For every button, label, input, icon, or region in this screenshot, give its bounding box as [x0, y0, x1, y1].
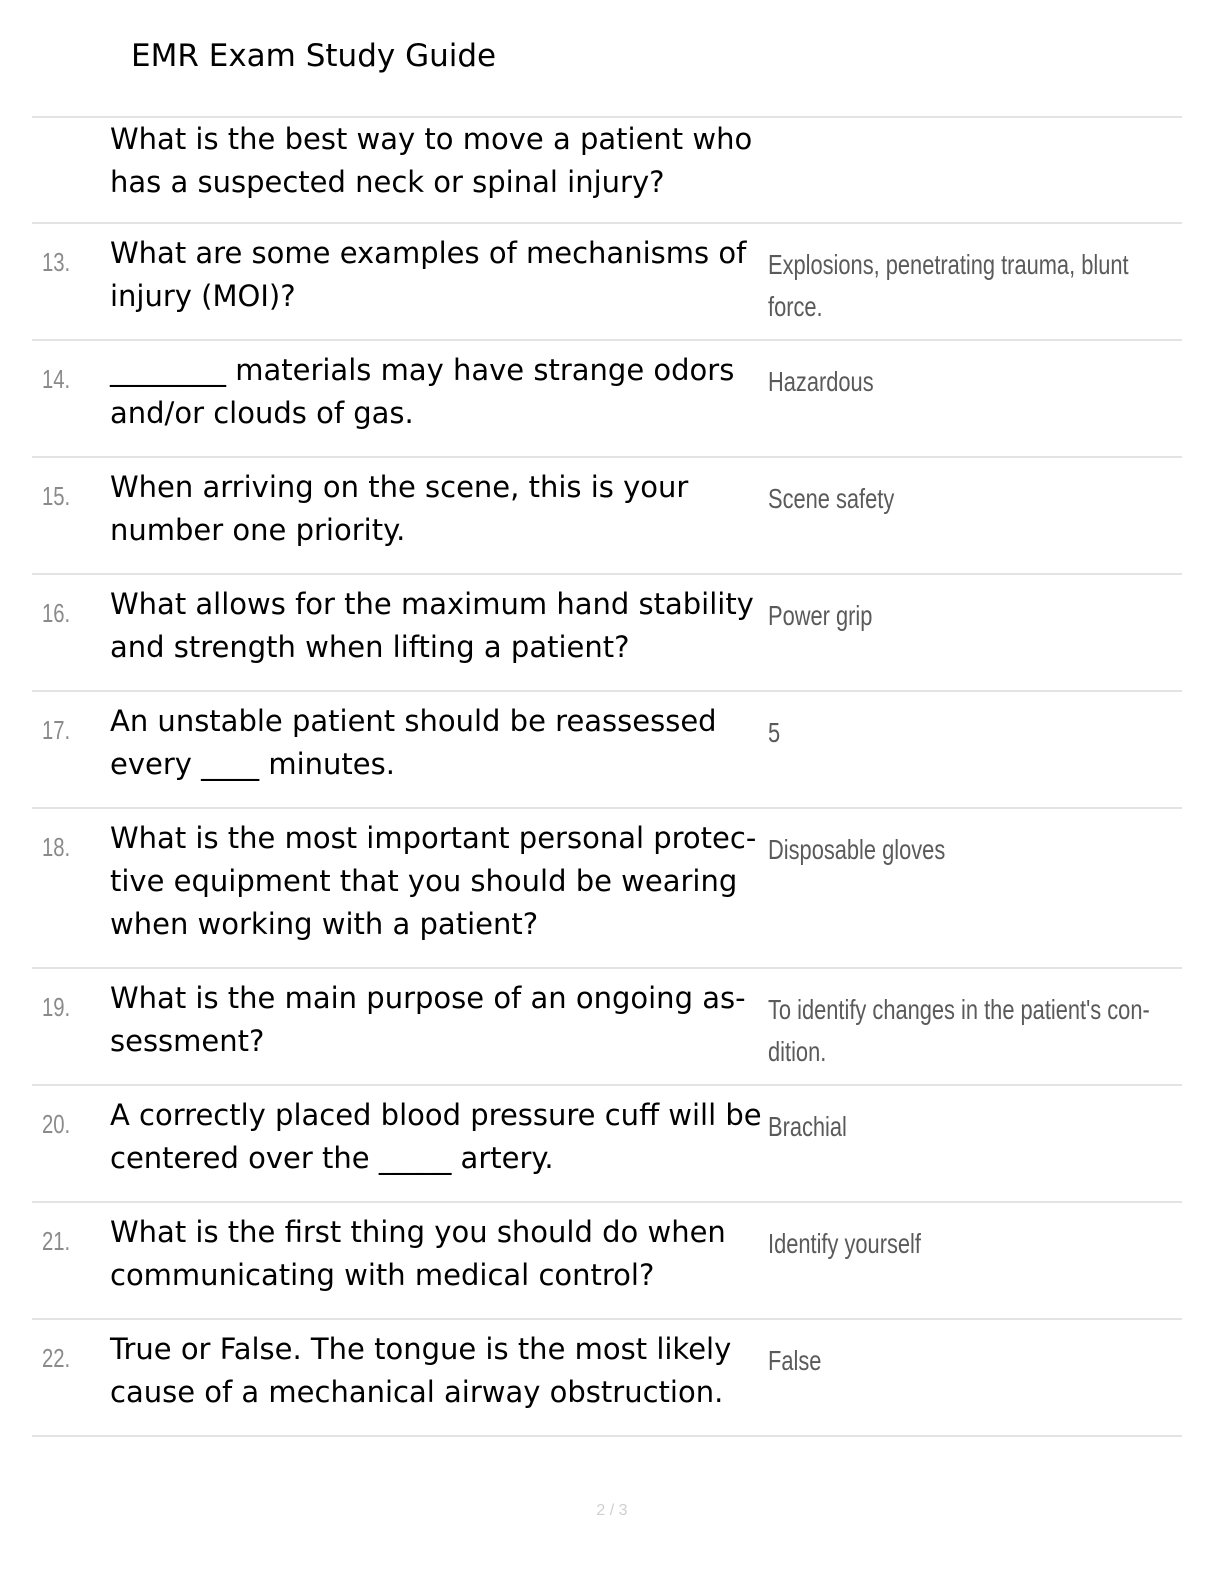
- answer-text: [768, 244, 1188, 328]
- question-text: [110, 232, 760, 318]
- question-number: 17.: [42, 715, 71, 745]
- answer-line: Scene safety: [768, 483, 895, 514]
- question-row: [32, 969, 1182, 1086]
- question-line: What allows for the maximum hand stability: [110, 587, 754, 621]
- answer-text: [768, 1340, 1188, 1382]
- question-text: [110, 700, 760, 786]
- question-number: 14.: [42, 364, 71, 394]
- answer-line: Hazardous: [768, 366, 874, 397]
- question-line: every ____ minutes.: [110, 747, 395, 781]
- question-line: number one priority.: [110, 513, 406, 547]
- question-row: [32, 458, 1182, 575]
- question-text: [110, 466, 760, 552]
- question-line: When arriving on the scene, this is your: [110, 470, 689, 504]
- question-row: [32, 1203, 1182, 1320]
- answer-text: [768, 478, 1188, 520]
- question-line: What are some examples of mechanisms of: [110, 236, 747, 270]
- question-text: [110, 583, 760, 669]
- question-line: True or False. The tongue is the most likely: [110, 1332, 732, 1366]
- question-number: 22.: [42, 1343, 71, 1373]
- question-text: [110, 977, 760, 1063]
- answer-line: False: [768, 1345, 822, 1376]
- question-line: communicating with medical control?: [110, 1258, 655, 1292]
- question-line: cause of a mechanical airway obstruction.: [110, 1375, 724, 1409]
- question-row: [32, 341, 1182, 458]
- document-title: EMR Exam Study Guide: [131, 38, 497, 74]
- answer-text: [768, 829, 1188, 871]
- question-number: 21.: [42, 1226, 71, 1256]
- question-line: What is the main purpose of an ongoing as-: [110, 981, 746, 1015]
- answer-line: force.: [768, 291, 823, 322]
- question-number: 20.: [42, 1109, 71, 1139]
- answer-line: Power grip: [768, 600, 873, 631]
- question-text: [110, 1211, 760, 1297]
- question-text: [110, 817, 760, 946]
- question-line: centered over the _____ artery.: [110, 1141, 554, 1175]
- question-line: sessment?: [110, 1024, 265, 1058]
- answer-line: dition.: [768, 1036, 827, 1067]
- question-line: injury (MOI)?: [110, 279, 296, 313]
- page-number: 2 / 3: [596, 1502, 628, 1519]
- question-row: [32, 692, 1182, 809]
- question-line: What is the most important personal protec-: [110, 821, 757, 855]
- question-row: [32, 1086, 1182, 1203]
- question-line: ________ materials may have strange odors: [110, 353, 735, 387]
- question-line: What is the first thing you should do when: [110, 1215, 726, 1249]
- answer-line: To identify changes in the patient's con-: [768, 994, 1150, 1025]
- question-row: [32, 575, 1182, 692]
- question-number: 15.: [42, 481, 71, 511]
- answer-text: [768, 989, 1188, 1073]
- question-text: [110, 1094, 760, 1180]
- question-row: [32, 224, 1182, 341]
- question-line: has a suspected neck or spinal injury?: [110, 165, 665, 199]
- answer-line: Brachial: [768, 1111, 847, 1142]
- question-line: tive equipment that you should be wearing: [110, 864, 738, 898]
- question-line: and strength when lifting a patient?: [110, 630, 630, 664]
- question-text: [110, 1328, 760, 1414]
- answer-line: Disposable gloves: [768, 834, 946, 865]
- answer-text: [768, 1106, 1188, 1148]
- answer-text: [768, 712, 1188, 754]
- question-number: 16.: [42, 598, 71, 628]
- question-line: What is the best way to move a patient who: [110, 122, 753, 156]
- answer-line: Explosions, penetrating trauma, blunt: [768, 249, 1129, 280]
- question-row: [32, 809, 1182, 969]
- question-number: 13.: [42, 247, 71, 277]
- question-row: [32, 118, 1182, 224]
- answer-line: Identify yourself: [768, 1228, 921, 1259]
- question-line: A correctly placed blood pressure cuff will be: [110, 1098, 762, 1132]
- answer-text: [768, 361, 1188, 403]
- question-number: 19.: [42, 992, 71, 1022]
- question-line: An unstable patient should be reassessed: [110, 704, 717, 738]
- question-answer-list: [32, 116, 1182, 1437]
- question-line: when working with a patient?: [110, 907, 539, 941]
- question-row: [32, 1320, 1182, 1437]
- question-text: [110, 118, 760, 204]
- question-line: and/or clouds of gas.: [110, 396, 414, 430]
- question-number: 18.: [42, 832, 71, 862]
- answer-line: 5: [768, 717, 781, 748]
- answer-text: [768, 595, 1188, 637]
- answer-text: [768, 1223, 1188, 1265]
- question-text: [110, 349, 760, 435]
